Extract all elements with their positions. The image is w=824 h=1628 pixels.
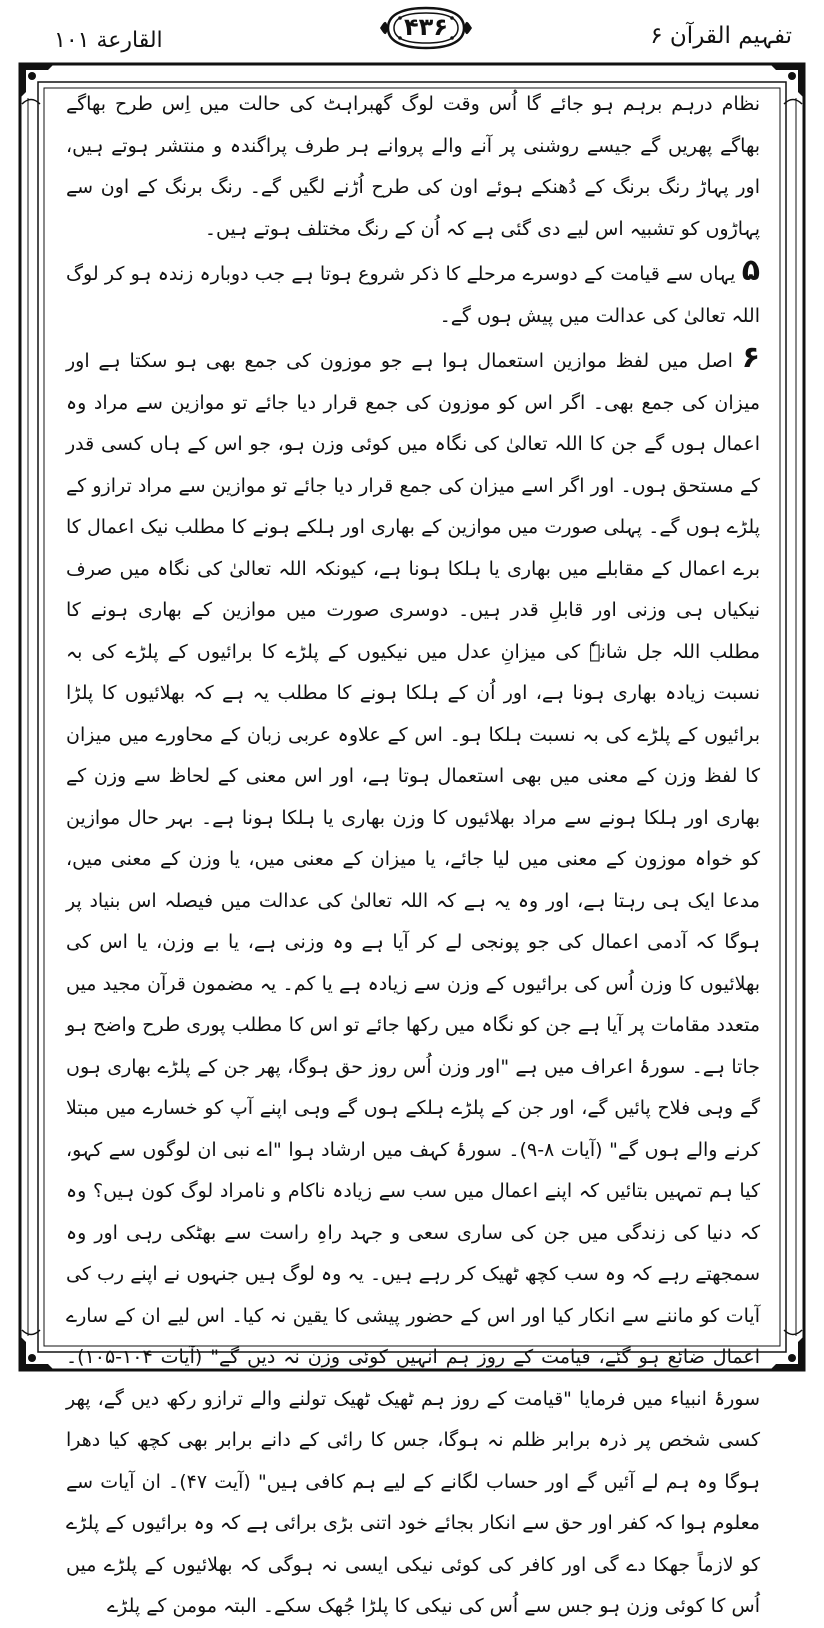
paragraph-continuation: نظام درہم برہم ہو جائے گا اُس وقت لوگ گھبراہٹ کی حالت میں اِس طرح بھاگے بھاگے پھریں گے جیسے روشنی پر آنے والے پروانے ہر طرف پراگندہ و منتشر ہوتے ہیں، اور پہاڑ رنگ برنگ کے دُھنکے ہوئے اون کی طرح اُڑنے لگیں گے۔ رنگ برنگ کے اون سے پہاڑوں کو تشبیہ اس لیے دی گئی ہے کہ اُن کے رنگ مختلف ہوتے ہیں۔ xyxy=(66,93,760,240)
footnote-6-text: اصل میں لفظ موازین استعمال ہوا ہے جو موزون کی جمع بھی ہو سکتا ہے اور میزان کی جمع بھی۔ اگر اس کو موزون کی جمع قرار دیا جائے تو موازین سے مراد وہ اعمال ہوں گے جن کا اللہ تعالیٰ کی نگاہ میں کوئی وزن ہو، جو اس کے ہاں کسی قدر کے مستحق ہوں۔ اور اگر اسے میزان کی جمع قرار دیا جائے تو موازین سے مراد ترازو کے پلڑے ہوں گے۔ پہلی صورت میں موازین کے بھاری اور ہلکے ہونے کا مطلب نیک اعمال کا برے اعمال کے مقابلے میں بھاری یا ہلکا ہونا ہے، کیونکہ اللہ تعالیٰ کی نگاہ میں صرف نیکیاں ہی وزنی اور قابلِ قدر ہیں۔ دوسری صورت میں موازین کے بھاری ہونے کا مطلب اللہ جل شانہٗ کی میزانِ عدل میں نیکیوں کے پلڑے کا برائیوں کے پلڑے کی بہ نسبت زیادہ بھاری ہونا ہے، اور اُن کے ہلکا ہونے کا مطلب یہ ہے کہ بھلائیوں کا پلڑا برائیوں کے پلڑے کی بہ نسبت ہلکا ہو۔ اس کے علاوہ عربی زبان کے محاورے میں میزان کا لفظ وزن کے معنی میں بھی استعمال ہوتا ہے، اور اس معنی کے لحاظ سے وزن کے بھاری اور ہلکا ہونے سے مراد بھلائیوں کا وزن بھاری یا ہلکا ہونا ہے۔ بہر حال موازین کو خواہ موزون کے معنی میں لیا جائے، یا میزان کے معنی میں، یا وزن کے معنی میں، مدعا ایک ہی رہتا ہے، اور وہ یہ ہے کہ اللہ تعالیٰ کی عدالت میں فیصلہ اس بنیاد پر ہوگا کہ آدمی اعمال کی جو پونجی لے کر آیا ہے وہ وزنی ہے، یا بے وزن، یا اس کی بھلائیوں کا وزن اُس کی برائیوں کے وزن سے زیادہ ہے یا کم۔ یہ مضمون قرآن مجید میں متعدد مقامات پر آیا ہے جن کو نگاہ میں رکھا جائے تو اس کا مطلب پوری طرح واضح ہو جاتا ہے۔ سورۂ اعراف میں ہے "اور وزن اُس روز حق ہوگا، پھر جن کے پلڑے بھاری ہوں گے وہی فلاح پائیں گے، اور جن کے پلڑے ہلکے ہوں گے وہی اپنے آپ کو خسارے میں مبتلا کرنے والے ہوں گے" (آیات ۸-۹)۔ سورۂ کہف میں ارشاد ہوا "اے نبی ان لوگوں سے کہو، کیا ہم تمہیں بتائیں کہ اپنے اعمال میں سب سے زیادہ ناکام و نامراد لوگ کون ہیں؟ وہ کہ دنیا کی زندگی میں جن کی ساری سعی و جہد راہِ راست سے بھٹکی رہی اور وہ سمجھتے رہے کہ وہ سب کچھ ٹھیک کر رہے ہیں۔ یہ وہ لوگ ہیں جنہوں نے اپنے رب کی آیات کو ماننے سے انکار کیا اور اس کے حضور پیشی کا یقین نہ کیا۔ اس لیے ان کے سارے اعمال ضائع ہو گئے، قیامت کے روز ہم انہیں کوئی وزن نہ دیں گے" (آیات ۱۰۴-۱۰۵)۔ سورۂ انبیاء میں فرمایا "قیامت کے روز ہم ٹھیک ٹھیک تولنے والے ترازو رکھ دیں گے، پھر کسی شخص پر ذرہ برابر ظلم نہ ہوگا، جس کا رائی کے دانے برابر بھی کچھ کیا دھرا ہوگا وہ ہم لے آئیں گے اور حساب لگانے کے لیے ہم کافی ہیں" (آیت ۴۷)۔ ان آیات سے معلوم ہوا کہ کفر اور حق سے انکار بجائے خود اتنی بڑی برائی ہے کہ وہ برائیوں کے پلڑے کو لازماً جھکا دے گی اور کافر کی کوئی نیکی ایسی نہ ہوگی کہ بھلائیوں کے پلڑے میں اُس کا کوئی وزن ہو جس سے اُس کی نیکی کا پلڑا جُھک سکے۔ البتہ مومن کے پلڑے xyxy=(66,350,761,1617)
footnote-6 xyxy=(66,337,760,1628)
footnote-5-text: یہاں سے قیامت کے دوسرے مرحلے کا ذکر شروع ہوتا ہے جب دوبارہ زندہ ہو کر لوگ اللہ تعالیٰ کی عدالت میں پیش ہوں گے۔ xyxy=(66,263,760,327)
page-number-badge xyxy=(378,4,474,52)
commentary-text xyxy=(66,84,761,1617)
page-header xyxy=(14,0,810,64)
surah-reference: القارعة ۱۰۱ xyxy=(54,28,163,53)
book-title: تفہیم القرآن ۶ xyxy=(650,23,792,49)
footnote-5 xyxy=(66,250,760,337)
page-number: ۴۳۶ xyxy=(404,13,448,41)
footnote-5-number: ۵ xyxy=(741,253,761,288)
footnote-6-number: ۶ xyxy=(741,340,760,375)
